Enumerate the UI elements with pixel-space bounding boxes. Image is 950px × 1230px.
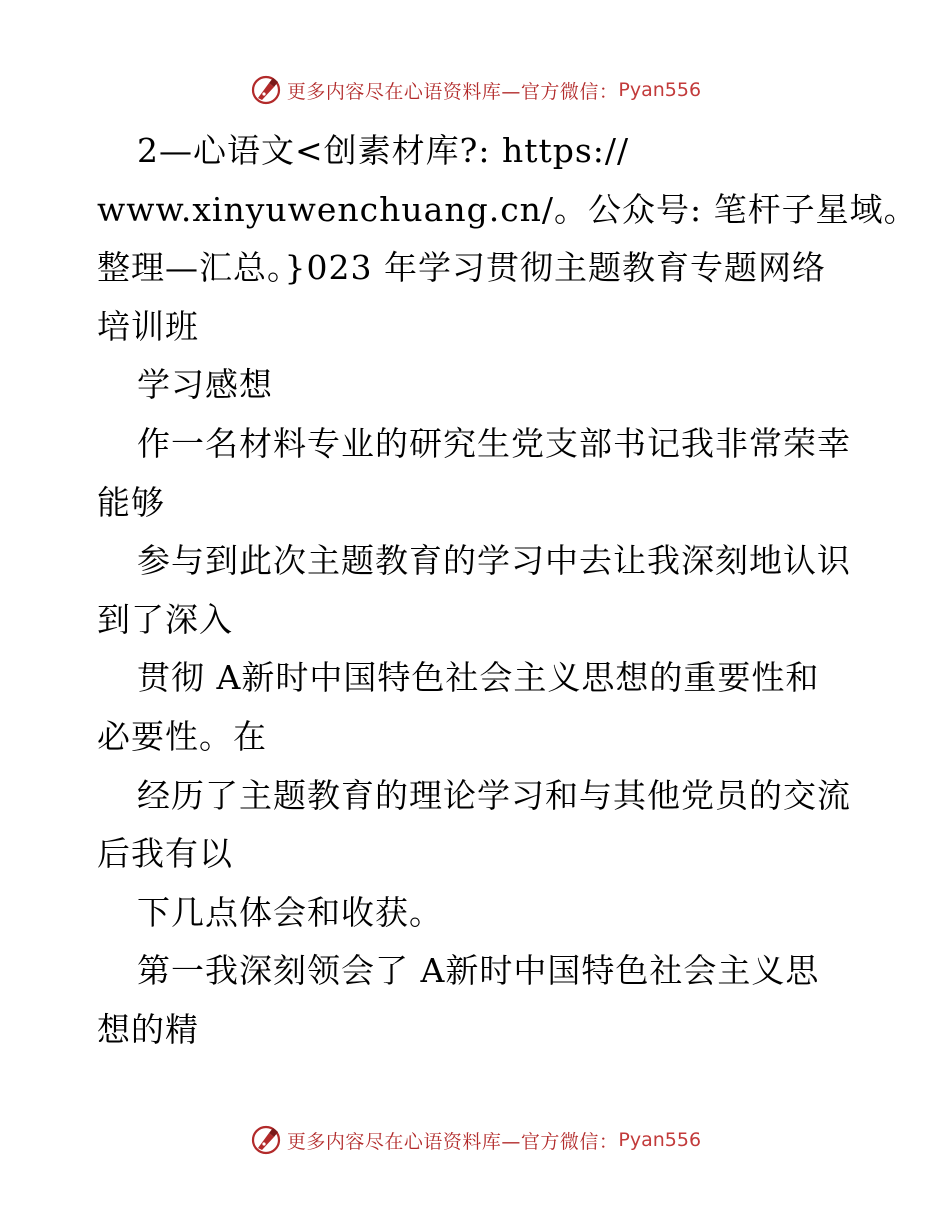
text-line: 参与到此次主题教育的学习中去让我深刻地认识 [137,541,851,581]
text-line: 整理—汇总。}023 年学习贯彻主题教育专题网络 [97,248,826,288]
text-line: 后我有以 [97,834,233,874]
text-line: 能够 [97,482,165,522]
text-line: 到了深入 [97,599,233,639]
text-line: 作一名材料专业的研究生党支部书记我非常荣幸 [137,423,851,463]
banner-wechat-id: Pyan556 [618,1129,702,1151]
footer-banner [0,1120,950,1160]
header-banner [0,70,950,110]
text-line: 2—心语文<创素材库?: https:// [137,131,630,170]
text-line: 贯彻 A新时中国特色社会主义思想的重要性和 [137,658,820,698]
pen-nib-circle-icon [249,73,283,107]
banner-text: 更多内容尽在心语资料库—官方微信： [286,80,619,103]
text-line: 必要性。在 [97,716,267,756]
text-line: www.xinyuwenchuang.cn/。公众号: 笔杆子星域。 [97,189,918,229]
pen-nib-circle-icon [249,1123,283,1157]
text-line: 学习感想 [137,365,273,405]
text-line: 经历了主题教育的理论学习和与其他党员的交流 [137,775,851,815]
banner-wechat-id: Pyan556 [618,79,702,101]
text-line: 培训班 [97,306,199,346]
text-line: 第一我深刻领会了 A新时中国特色社会主义思 [137,951,820,991]
text-line: 想的精 [97,1009,199,1049]
document-body [97,122,918,1060]
text-line: 下几点体会和收获。 [137,892,443,932]
banner-text: 更多内容尽在心语资料库—官方微信： [286,1130,619,1153]
